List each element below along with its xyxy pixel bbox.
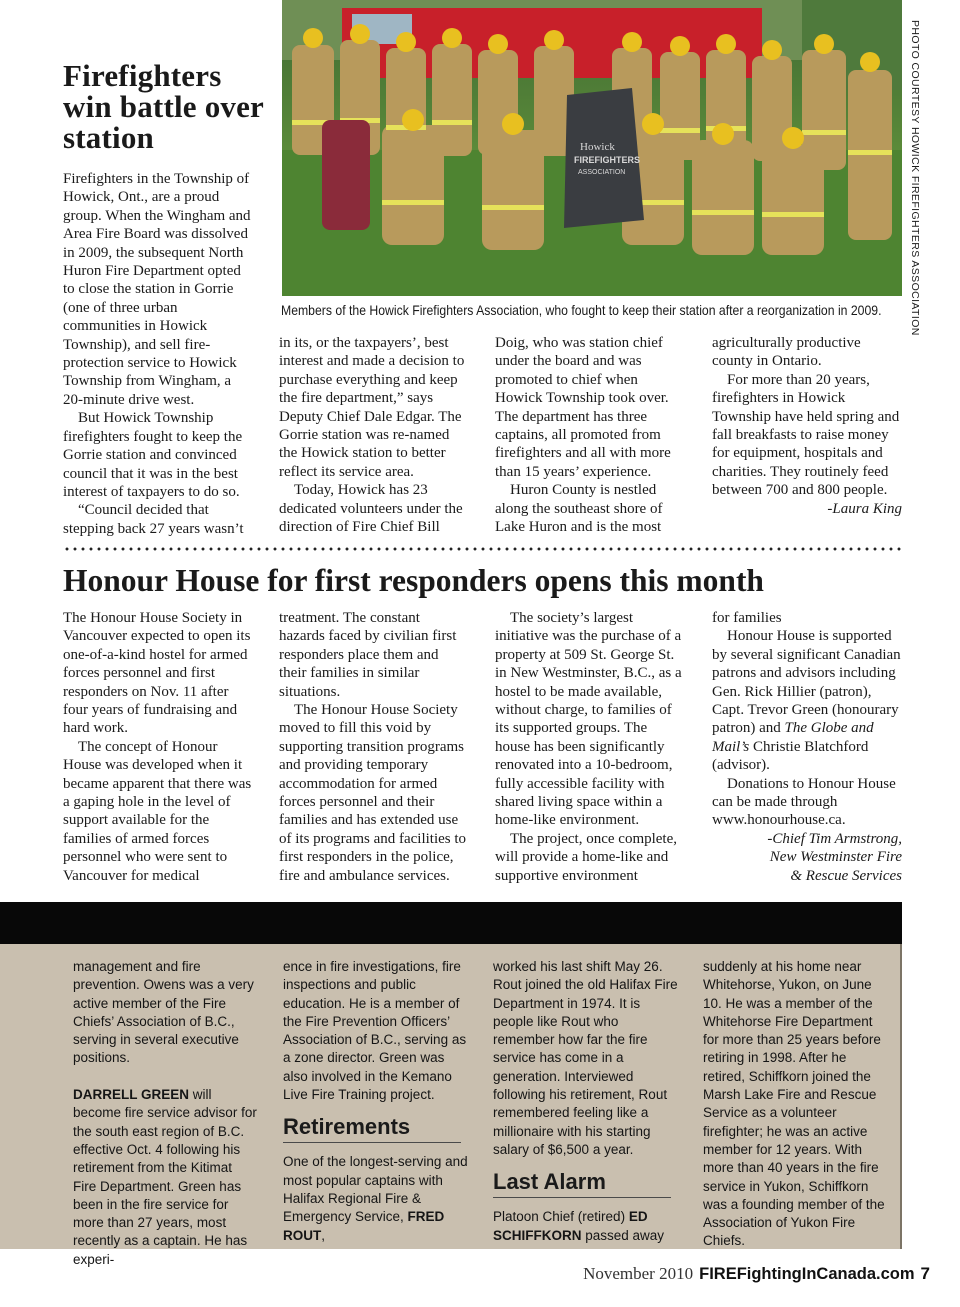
paragraph: suddenly at his home near Whitehorse, Yukon, on June 10. He was a member of the Whitehorse Fire Department for more than 25 years before retiring in 1998. After he retired, Schiffkorn joined the Marsh Lake Fire and Rescue Service as a volunteer firefighter; he was an active member for 12 years. With more than 40 years in the fire service in Yukon, Schiffkorn was a founding member of the Association of Yukon Fire Chiefs.: [703, 959, 885, 1249]
author-affiliation: New Westminster Fire: [769, 849, 902, 866]
author-affiliation: & Rescue Services: [790, 867, 902, 884]
paragraph: [493, 1208, 678, 1245]
story-column: [279, 609, 469, 885]
paragraph: Firefighters in the Township of Howick, Ont., are a proud group. When the Wingham and Area Fire Board was dissolved in 2009, the subsequent North Huron Fire Department opted to close the station in Gorrie (one of three urban communities in Howick Township), and sell fire-protection service to Howick Township from Wingham, a 20-minute drive west.: [63, 171, 251, 408]
paragraph-gap: [73, 1068, 258, 1086]
paragraph: Donations to Honour House can be made through www.honourhouse.ca.: [712, 775, 896, 829]
person-name: ED SCHIFFKORN: [493, 1209, 648, 1243]
text-run: ,: [321, 1227, 326, 1243]
paragraph: Today, Howick has 23 dedicated volunteers under the direction of Fire Chief Bill: [279, 482, 463, 536]
story-column: [495, 334, 685, 536]
section-edge: [900, 944, 902, 1249]
people-column: [703, 958, 888, 1251]
paragraph: ence in fire investigations, fire inspections and public education. He is a member of the Fire Prevention Officers’ Association of B.C., serving as a zone director. Green was also involved in the Kemano Live Fire Training project.: [283, 959, 467, 1103]
people-column: [283, 958, 468, 1245]
paragraph: [712, 627, 902, 774]
photo-sign-line: FIREFIGHTERS: [574, 155, 641, 165]
site-url: FIREFightingInCanada.com: [699, 1265, 915, 1283]
story-column: [63, 170, 251, 538]
paragraph: treatment. The constant hazards faced by civilian first responders place them and their families in similar situations.: [279, 610, 457, 700]
photo-caption: Members of the Howick Firefighters Association, who fought to keep their station after a reorganization in 2009.: [281, 303, 882, 318]
section-header-bar: [0, 902, 902, 944]
paragraph: in its, or the taxpayers’, best interest and made a decision to purchase everything and keep the fire department,” says Deputy Chief Dale Edgar. The Gorrie station was re-named the Howick station to better reflect its service area.: [279, 335, 465, 480]
story-headline: Firefighters win battle over station: [63, 58, 264, 155]
person-name: DARRELL GREEN: [73, 1087, 190, 1103]
story-column: [712, 609, 902, 885]
photo-sign-line: ASSOCIATION: [578, 169, 626, 176]
author-signature: -Laura King: [827, 500, 902, 517]
story-column: [279, 334, 469, 536]
text-run: passed away: [581, 1227, 665, 1243]
story-column: [495, 609, 685, 885]
paragraph: Doig, who was station chief under the board and was promoted to chief when Howick Township took over. The department has three captains, all promoted from firefighters and all with more than 15 years’ experience.: [495, 335, 671, 480]
people-column: [493, 958, 678, 1245]
text-run: Christie Blatchford (advisor).: [712, 738, 869, 774]
story-column: [712, 334, 902, 518]
paragraph: agriculturally productive county in Ontario.: [712, 335, 861, 370]
paragraph: [73, 1086, 258, 1269]
paragraph: The Honour House Society moved to fill this void by supporting transition programs and providing temporary accommodation for armed forces personnel and their families and has extended use of its programs and facilities to first responders in the police, fire and ambulance services.: [279, 702, 467, 884]
section-heading-last-alarm: Last Alarm: [493, 1169, 671, 1198]
author-signature: -Chief Tim Armstrong,: [767, 830, 902, 847]
page-footer: [583, 1264, 930, 1284]
text-run: will become fire service advisor for the south east region of B.C. effective Oct. 4 following his retirement from the Kitimat Fire Department. Green has been in the fire service for more than 27 years, most recently as a captain. He has experi-: [73, 1087, 257, 1267]
paragraph: worked his last shift May 26. Rout joined the old Halifax Fire Department in 1974. It is people like Rout who remember how far the fire service has come in a generation. Interviewed following his retirement, Rout remembered feeling like a millionaire with his starting salary of $6,500 a year.: [493, 959, 678, 1157]
person-name: FRED ROUT: [283, 1209, 445, 1243]
text-run: One of the longest-serving and most popular captains with Halifax Regional Fire & Emergency Service,: [283, 1154, 468, 1225]
firefighters-group-photo: [282, 0, 902, 296]
photo-sign-line: Howick: [580, 141, 615, 153]
paragraph: “Council decided that stepping back 27 years wasn’t: [63, 502, 244, 537]
paragraph: Huron County is nestled along the southeast shore of Lake Huron and is the most: [495, 482, 663, 536]
text-run: Honour House is supported by several significant Canadian patrons and advisors including Gen. Rick Hillier (patron), Capt. Trevor Green (honourary patron) and: [712, 628, 901, 737]
publication-name: The Globe and Mail’s: [712, 720, 874, 755]
text-run: Platoon Chief (retired): [493, 1209, 629, 1225]
paragraph: The Honour House Society in Vancouver expected to open its one-of-a-kind hostel for armed forces personnel and first responders on Nov. 11 after four years of fundraising and hard work.: [63, 610, 251, 737]
photo-illustration: [282, 0, 902, 296]
page-number: 7: [920, 1264, 930, 1283]
issue-date: November 2010: [583, 1264, 694, 1283]
people-column: [73, 958, 258, 1269]
paragraph: for families: [712, 610, 782, 626]
story-column: [63, 609, 253, 885]
paragraph: For more than 20 years, firefighters in Howick Township have held spring and fall breakfasts to raise money for equipment, hospitals and charities. They routinely feed between 700 and 800 people.: [712, 371, 900, 499]
paragraph: [283, 1153, 468, 1244]
paragraph: The society’s largest initiative was the purchase of a property at 509 St. George St. in New Westminster, B.C., as a hostel to be made available, without charge, to families of its supported groups. The house has been significantly renovated into a 10-bedroom, fully accessible facility with shared living space within a home-like environment.: [495, 610, 682, 829]
paragraph: The concept of Honour House was developed when it became apparent that there was a gaping hole in the level of support available for the families of armed forces personnel who were sent to Vancouver for medical: [63, 738, 252, 884]
section-heading-retirements: Retirements: [283, 1114, 461, 1143]
paragraph: The project, once complete, will provide a home-like and supportive environment: [495, 830, 678, 884]
photo-credit-text: PHOTO COURTESY HOWICK FIREFIGHTERS ASSOCIATION: [909, 20, 921, 336]
dotted-divider: [63, 546, 903, 552]
photo-credit: [908, 20, 924, 336]
story-headline: Honour House for first responders opens this month: [63, 563, 764, 598]
paragraph: management and fire prevention. Owens was a very active member of the Fire Chiefs’ Association of B.C., serving in several executive positions.: [73, 959, 254, 1066]
paragraph: But Howick Township firefighters fought to keep the Gorrie station and convinced council that it was in the best interest of taxpayers to do so.: [63, 410, 243, 500]
